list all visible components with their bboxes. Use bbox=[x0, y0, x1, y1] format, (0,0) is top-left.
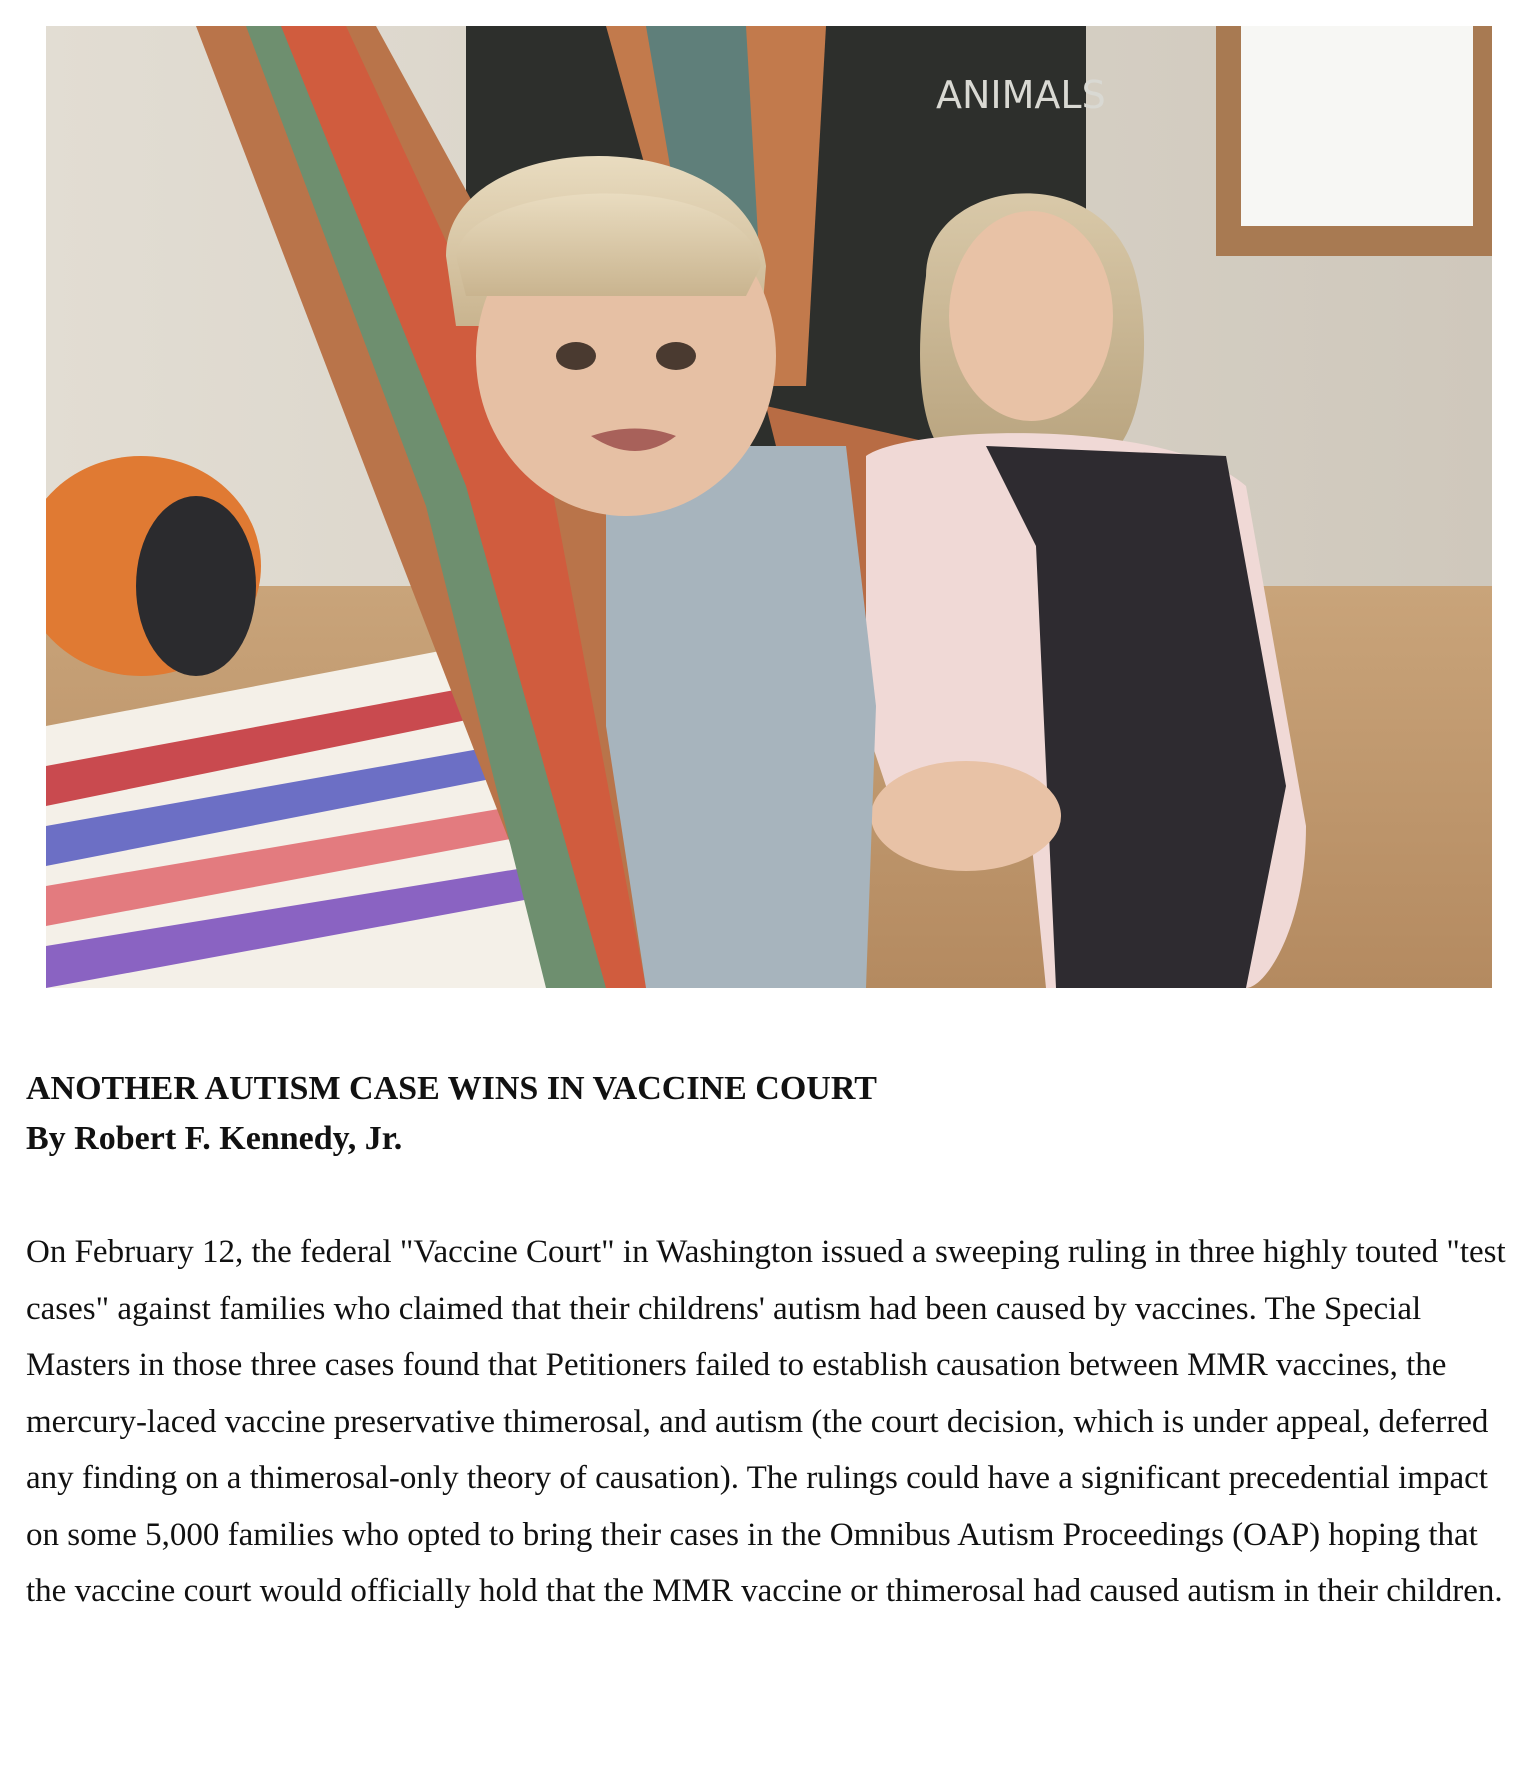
article-byline: By Robert F. Kennedy, Jr. bbox=[26, 1120, 403, 1157]
window-pane bbox=[1241, 26, 1473, 226]
article-headline: ANOTHER AUTISM CASE WINS IN VACCINE COURT bbox=[26, 1070, 877, 1107]
article-photo bbox=[46, 26, 1492, 988]
photo-illustration bbox=[46, 26, 1492, 988]
article-body: On February 12, the federal "Vaccine Court" in Washington issued a sweeping ruling in three highly touted "test cases" against families who claimed that their childrens' autism had been caused by vaccines. The Special Masters in those three cases found that Petitioners failed to establish causation between MMR vaccines, the mercury-laced vaccine preservative thimerosal, and autism (the court decision, which is under appeal, deferred any finding on a thimerosal-only theory of causation). The rulings could have a significant precedential impact on some 5,000 families who opted to bring their cases in the Omnibus Autism Proceedings (OAP) hoping that the vaccine court would officially hold that the MMR vaccine or thimerosal had caused autism in their children. bbox=[26, 1234, 1506, 1609]
chalkboard-text: ANIMALS bbox=[936, 73, 1106, 117]
article bbox=[26, 1064, 1506, 1620]
